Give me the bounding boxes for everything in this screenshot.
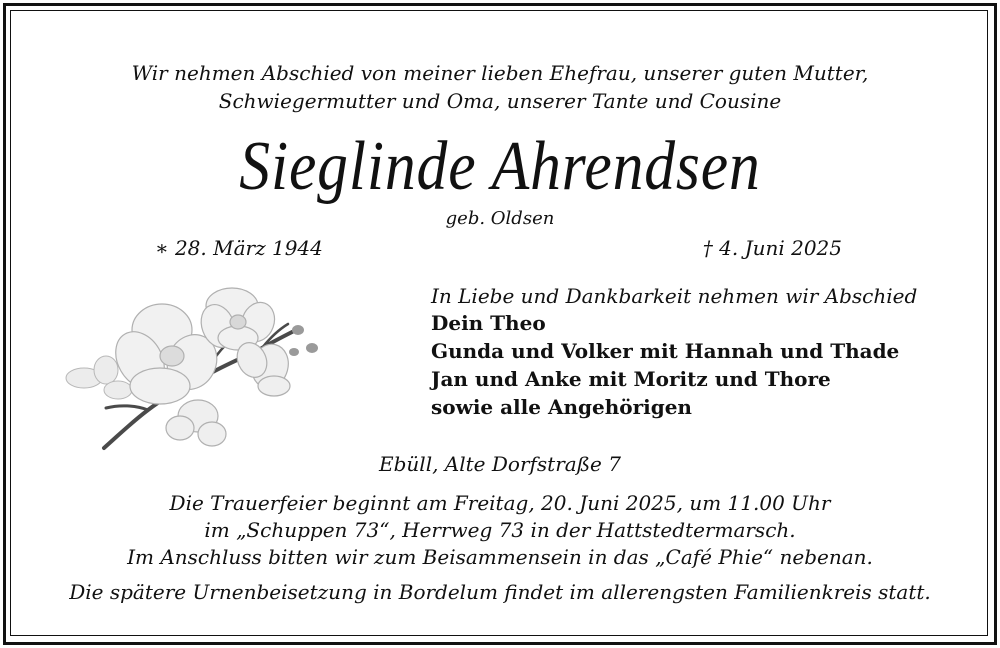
death-date: † 4. Juni 2025 xyxy=(702,236,842,260)
intro-line-1: Wir nehmen Abschied von meiner lieben Ehefrau, unserer guten Mutter, xyxy=(131,61,869,85)
deceased-name: Sieglinde Ahrendsen xyxy=(239,128,761,205)
maiden-name: geb. Oldsen xyxy=(445,208,555,229)
mourners-block xyxy=(431,283,917,421)
address: Ebüll, Alte Dorfstraße 7 xyxy=(379,452,621,476)
ceremony-line-1: Die Trauerfeier beginnt am Freitag, 20. Juni 2025, um 11.00 Uhr xyxy=(169,491,831,515)
mourner-name: Gunda und Volker mit Hannah und Thade xyxy=(431,339,900,363)
burial-note: Die spätere Urnenbeisetzung in Bordelum findet im allerengsten Familienkreis statt. xyxy=(69,580,931,604)
ceremony-line-2: im „Schuppen 73“, Herrweg 73 in der Hattstedtermarsch. xyxy=(204,518,796,542)
ceremony-line-3: Im Anschluss bitten wir zum Beisammensein in das „Café Phie“ nebenan. xyxy=(127,545,873,569)
birth-date: ∗ 28. März 1944 xyxy=(155,236,323,260)
mourner-name: sowie alle Angehörigen xyxy=(431,395,692,419)
mourners-intro: In Liebe und Dankbarkeit nehmen wir Abschied xyxy=(431,284,918,308)
mourner-name: Dein Theo xyxy=(431,311,546,335)
orchid-flower-image xyxy=(62,282,322,452)
intro-line-2: Schwiegermutter und Oma, unserer Tante und Cousine xyxy=(218,89,782,113)
mourner-name: Jan und Anke mit Moritz und Thore xyxy=(431,367,831,391)
